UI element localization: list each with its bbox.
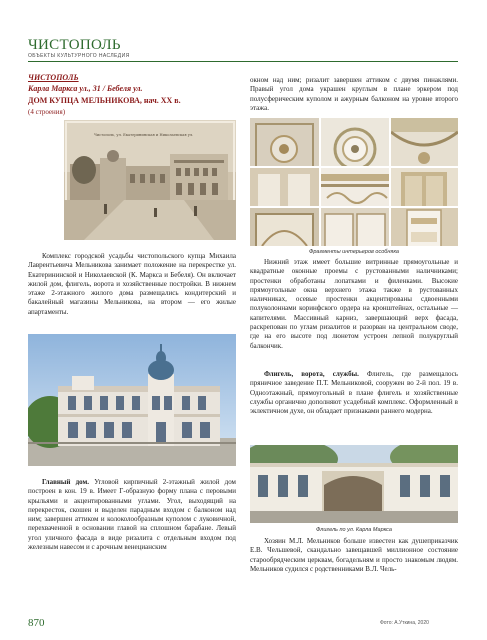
page-number: 870 xyxy=(28,617,45,629)
facade-paragraph: Нижний этаж имеет большие витринные прямоугольные и квадратные оконные проемы с рустованными наличниками; простенки обработаны лопатками и филенками. Высокие прямоугольные окна верхнего этажа также в рустованных наличниках, осевые простенки акцентированы сдвоенными полуколоннами коринфского ордера на кронштейнах, остальные — капителями. Массивный карниз, завершающий верх фасада, раскрепован по углам ризалитов и разорван на центральном своде, где на его высоте под люнетом устроен лепной полукруглый балкончик. xyxy=(250,258,458,350)
entry-buildings-count: (4 строения) xyxy=(28,108,66,116)
interior-photo-stove xyxy=(391,208,458,246)
header-divider xyxy=(28,61,458,62)
interior-photo-ceiling-2 xyxy=(321,118,389,166)
outbuilding-lead: Флигель, ворота, службы. xyxy=(264,370,359,378)
interior-photo-cornice xyxy=(321,168,389,206)
outbuilding-caption: Флигель по ул. Карла Маркса xyxy=(316,527,392,533)
right-column-top-text: окном над ним; ризалит завершен аттиком с двумя пинаклями. Правый угол дома украшен круглым в плане эркером под полусферическим куполом и ажурным балконом на уровне второго этажа. xyxy=(250,76,458,112)
main-house-paragraph xyxy=(28,478,236,552)
entry-name: ДОМ КУПЦА МЕЛЬНИКОВА, нач. XX в. xyxy=(28,96,181,105)
interior-photo-ceiling-1 xyxy=(250,118,319,166)
postcard-photo xyxy=(64,120,236,240)
section-subtitle: ОБЪЕКТЫ КУЛЬТУРНОГО НАСЛЕДИЯ xyxy=(28,53,130,59)
photo-credit: Фото: А.Уткина, 2020 xyxy=(380,620,429,626)
main-house-lead: Главный дом. xyxy=(42,478,90,486)
intro-paragraph: Комплекс городской усадьбы чистопольского купца Михаила Лаврентьевича Мельникова занимает положение на перекрестке ул. Екатерининской и Николаевской (К. Маркса и Бебеля). Он включает жилой дом, флигель, ворота и хозяйственные постройки. В нижнем этаже 2-этажного жилого дома размещались кондитерский и бакалейный магазины Мельникова, на втором — его жилые апартаменты. xyxy=(28,252,236,316)
main-house-photo xyxy=(28,334,236,466)
interior-photo-panel-1 xyxy=(250,208,319,246)
interiors-caption: Фрагменты интерьеров особняка xyxy=(309,249,399,255)
owner-paragraph: Хозяин М.Л. Мельников больше известен как душеприказчик Е.В. Чельшевой, скандально завещавшей миллионное состояние старообрядческим церквам, богадельням и просто знакомым людям. Мельников судился с родственниками В.Л. Чель- xyxy=(250,537,458,573)
outbuilding-body: Флигель, где размещалось пряничное заведение П.Т. Мельниковой, сооружен во 2-й пол. 19 в. Одноэтажный, прямоугольный в плане флигель и хозяйственные службы органично дополняют усадебный комплекс. Оформленный в эклектичном духе, он обладает признаками раннего модерна. xyxy=(250,370,458,416)
outbuilding-photo xyxy=(250,445,458,523)
entry-address: Карла Маркса ул., 31 / Бебеля ул. xyxy=(28,84,143,93)
main-house-body: Угловой кирпичный 2-этажный жилой дом построен в кон. 19 в. Имеет Г-образную форму плана с перовыми крыльями и акцентированными углами. Угол, выходящий на перекресток, скошен и выделен парадным входом с балконом над ним; завершен аттиком и колоколообразным куполом с луковичной, перехваченной в основании главой на сплошном барабане. Левый угол уличного фасада в виде ризалита с отдельным входом под железным навесом и с арочным венецианским xyxy=(28,478,236,552)
interior-photo-wall-1 xyxy=(250,168,319,206)
outbuilding-paragraph xyxy=(250,370,458,416)
interior-photo-panel-2 xyxy=(321,208,389,246)
interior-photo-door xyxy=(391,168,458,206)
section-title: ЧИСТОПОЛЬ xyxy=(28,37,121,53)
entry-city: ЧИСТОПОЛЬ xyxy=(28,73,79,82)
interior-photo-ceiling-3 xyxy=(391,118,458,166)
postcard-caption: Чистополь, ул. Екатерининская и Николаевская ул. xyxy=(94,133,194,137)
